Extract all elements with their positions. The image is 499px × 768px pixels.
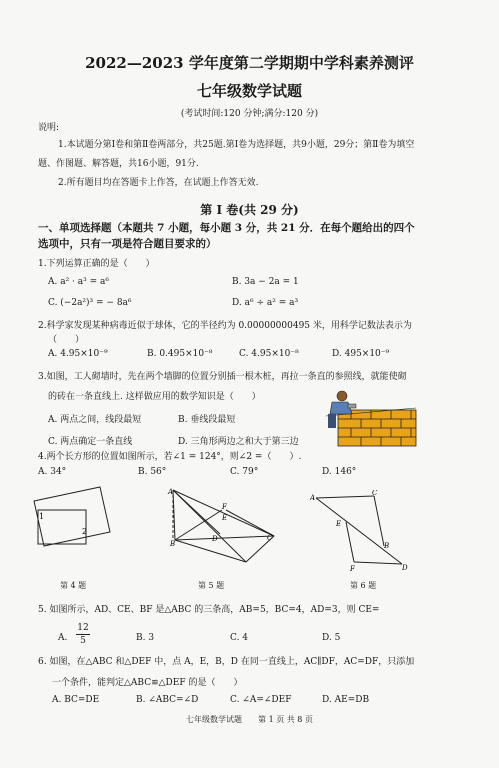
svg-text:B: B [170,540,176,548]
q4-option-b: B. 56° [138,467,167,477]
q6-option-b: B. ∠ABC=∠D [136,695,199,705]
notes-item-1-line-1: 1.本试题分第Ⅰ卷和第Ⅱ卷两部分，共25题.第Ⅰ卷为选择题，共9小题，29分；第Ⅱ卷为填空 [58,140,415,150]
q5-option-c: C. 4 [230,633,249,643]
q2-option-c: C. 4.95×10⁻⁸ [239,349,299,359]
notes-item-1-line-2: 题、作图题、解答题，共16小题，91分. [38,159,199,169]
q5-option-d: D. 5 [322,633,341,643]
q6-stem-line-1: 6. 如图，在△ABC 和△DEF 中，点 A，E，B，D 在同一直线上，AC∥DF，AC=DF，只添加 [38,657,415,667]
q2-stem-line-1: 2.科学家发现某种病毒近似于球体，它的半径约为 0.00000000495 米，用科学记数法表示为 [38,321,412,331]
q4-option-a: A. 34° [38,467,67,477]
q6-option-d: D. AE=DB [322,695,370,705]
exam-info: (考试时间:120 分钟;满分:120 分) [180,109,319,119]
figure-4-diagram [32,484,112,556]
q5-stem: 5. 如图所示，AD、CE、BF 是△ABC 的三条高，AB=5，BC=4，AD=3，则 CE= [38,605,380,615]
q2-stem-line-2: （ ） [48,335,85,345]
figure-5-diagram [166,484,284,574]
section-1-line-2: 选项中，只有一项是符合题目要求的） [38,238,217,250]
bricklayer-illustration [318,388,418,448]
figure-6-caption: 第 6 题 [350,581,377,590]
figure-4-caption: 第 4 题 [60,581,87,590]
q1-stem: 1.下列运算正确的是（ ） [38,259,155,269]
exam-subtitle: 七年级数学试题 [196,82,302,100]
fig4-label-1: 1 [39,512,45,521]
svg-text:D: D [402,564,408,572]
q3-option-b: B. 垂线段最短 [178,415,236,425]
svg-text:F: F [222,503,227,511]
q4-stem: 4.两个长方形的位置如图所示，若∠1 = 124°，则∠2 =（ ）. [38,452,302,462]
svg-text:A: A [168,488,174,496]
svg-text:D: D [212,535,218,543]
svg-text:C: C [267,534,273,542]
q5-option-a-denominator: 5 [80,636,86,646]
svg-text:E: E [336,520,342,528]
q1-option-d: D. a⁶ ÷ a² = a³ [232,298,299,308]
q1-option-b: B. 3a − 2a = 1 [232,277,299,287]
part-1-title: 第 Ⅰ 卷(共 29 分) [200,203,299,217]
q2-option-a: A. 4.95×10⁻⁹ [48,349,108,359]
figure-5-caption: 第 5 题 [198,581,225,590]
q1-option-c: C. (−2a²)³ = − 8a⁶ [48,298,132,308]
svg-text:B: B [384,542,390,550]
q5-option-a-label: A. [58,633,68,643]
q5-option-b: B. 3 [136,633,155,643]
svg-text:F: F [350,565,355,572]
q3-option-a: A. 两点之间，线段最短 [48,415,142,425]
section-1-line-1: 一、单项选择题（本题共 7 小题，每小题 3 分，共 21 分．在每个题给出的四个 [38,222,415,234]
notes-label: 说明: [38,123,60,133]
figure-6-diagram [310,490,416,572]
svg-text:A: A [310,494,316,502]
q5-option-a-numerator: 12 [77,623,89,633]
svg-text:C: C [372,490,378,497]
q2-option-d: D. 495×10⁻⁹ [332,349,390,359]
q4-option-d: D. 146° [322,467,357,477]
q6-option-a: A. BC=DE [52,695,100,705]
q3-option-d: D. 三角形两边之和大于第三边 [178,437,299,447]
notes-item-2: 2.所有题目均在答题卡上作答，在试题上作答无效. [58,178,259,188]
q1-option-a: A. a² · a³ = a⁶ [48,277,109,287]
q6-stem-line-2: 一个条件，能判定△ABC≌△DEF 的是（ ） [52,678,243,688]
fig4-label-2: 2 [82,527,88,536]
q5-option-a-fraction [76,622,90,647]
q6-option-c: C. ∠A=∠DEF [230,695,292,705]
q3-stem-line-1: 3.如图，工人砌墙时，先在两个墙脚的位置分别插一根木桩，再拉一条直的参照线，就能使砌 [38,372,407,382]
page-footer: 七年级数学试题 第 1 页 共 8 页 [186,715,313,724]
q4-option-c: C. 79° [230,467,259,477]
q3-stem-line-2: 的砖在一条直线上. 这样做应用的数学知识是（ ） [48,392,261,402]
exam-title: 2022—2023 学年度第二学期期中学科素养测评 [85,54,414,72]
q3-option-c: C. 两点确定一条直线 [48,437,133,447]
q2-option-b: B. 0.495×10⁻⁸ [147,349,213,359]
svg-text:E: E [222,514,228,522]
